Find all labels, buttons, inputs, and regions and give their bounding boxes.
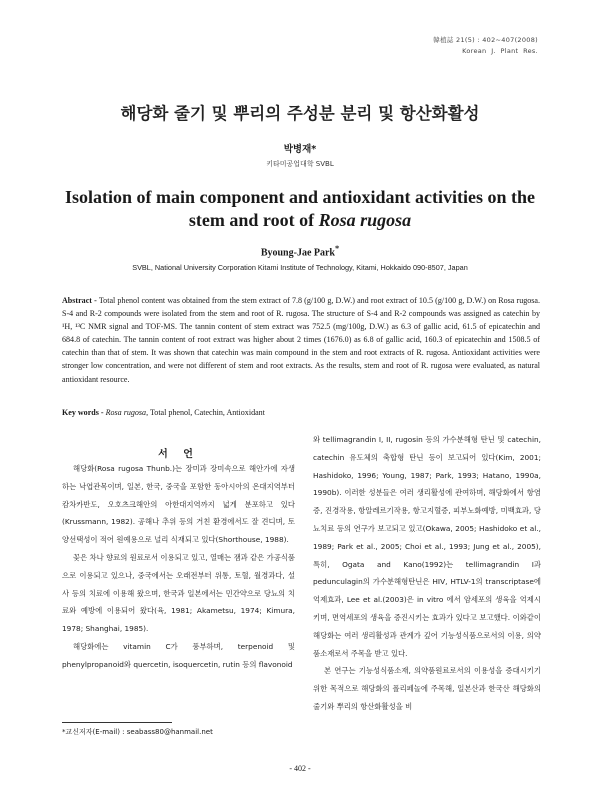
paragraph: 본 연구는 기능성식품소재, 의약품원료로서의 이용성을 증대시키기 위한 목적으로 해당화의 폴리페놀에 주목해, 일본산과 한국산 해당화의 줄기와 뿌리의 항산화활성을 비	[313, 666, 541, 711]
keywords-species: Rosa rugosa	[105, 408, 147, 417]
korean-affiliation: 키타미공업대학 SVBL	[266, 160, 334, 168]
english-title-species: Rosa rugosa	[318, 210, 412, 230]
footnote-divider	[62, 722, 172, 723]
section-heading-introduction: 서 언	[158, 449, 199, 460]
paragraph: 해당화에는 vitamin C가 풍부하며, terpenoid 및 phenylpropanoid와 quercetin, isoquercetin, rutin 등의 flavonoid	[62, 641, 295, 669]
korean-author: 박병재*	[283, 144, 317, 155]
paragraph: 와 tellimagrandin I, II, rugosin 등의 가수분해형 탄닌 및 catechin, catechin 유도체의 축합형 탄닌 등이 보고되어 있다(Kim, 2001; Hashidoko, 1996; Young, 1987; Park, 1993; Hatano, 1990a, 1990b). 이러한 성분들은 여러 생리활성에 관여하며, 해당화에서 항염증, 진경작용, 항알레르기작용, 항고지혈증, 피부노화예방, 미백효과, 당뇨치료 등의 연구가 보고되고 있고(Okawa, 2005; Hashidoko et al., 1989; Park et al., 2005; Choi et al., 1993; Jung et al., 2005), 특히, Ogata and Kano(1992)는 tellimagrandin I과 pedunculagin의 가수분해형탄닌은 HIV, HTLV-1의 transcriptase에 억제효과, Lee et al.(2003)은 in vitro 에서 암세포의 생육을 억제시키며, 면역세포의 생육을 증진시키는 효과가 있다고 보고했다. 이와같이 해당화는 여러 생리활성과 관계가 깊어 기능성식품으로서의 이용, 의약품소재로서 주목을 받고 있다.	[313, 435, 541, 658]
english-author	[0, 244, 600, 258]
english-title-text: Isolation of main component and antioxidant activities on the stem and root of	[64, 187, 536, 230]
corresponding-mark: *	[335, 244, 340, 253]
body-right-column	[313, 431, 541, 716]
korean-title: 해당화 줄기 및 뿌리의 주성분 분리 및 항산화활성	[120, 104, 480, 123]
journal-name: Korean J. Plant Res.	[462, 47, 538, 55]
english-affiliation: SVBL, National University Corporation Kitami Institute of Technology, Kitami, Hokkaido 090-8507, Japan	[132, 263, 468, 272]
corresponding-author-footnote: *교신저자(E-mail) : seabass80@hanmail.net	[62, 728, 213, 736]
abstract-label: Abstract -	[62, 296, 97, 305]
page-number: - 402 -	[289, 764, 311, 773]
journal-citation	[433, 35, 538, 57]
keywords-list: , Total phenol, Catechin, Antioxidant	[146, 408, 265, 417]
body-left-column	[62, 460, 295, 674]
abstract	[62, 294, 540, 386]
paragraph: 꽃은 차나 향료의 원료로서 이용되고 있고, 열매는 잼과 같은 가공식품으로 이용되고 있으나, 중국에서는 오래전부터 위통, 토혈, 월경과다, 설사 등의 치료에 이용해 왔으며, 한국과 일본에서는 민간약으로 당뇨의 치료와 예방에 이용되어 왔다(육, 1981; Akametsu, 1974; Kimura, 1978; Shanghai, 1985).	[62, 552, 295, 634]
paragraph: 해당화(Rosa rugosa Thunb.)는 장미과 장미속으로 해안가에 자생하는 낙엽관목이며, 일본, 한국, 중국을 포함한 동아시아의 온대지역부터 캄차카반도, 오호츠크해안의 아한대지역까지 넓게 분포하고 있다(Krussmann, 1982). 공해나 추위 등의 거친 환경에서도 잘 견디며, 토양선택성이 적어 원예용으로 널리 식재되고 있다(Shorthouse, 1988).	[62, 464, 295, 545]
keywords	[62, 408, 540, 417]
english-title	[60, 186, 540, 232]
english-author-name: Byoung-Jae Park	[260, 247, 335, 259]
abstract-text: Total phenol content was obtained from the stem extract of 7.8 (g/100 g, D.W.) and root extract of 10.5 (g/100 g, D.W.) on Rosa rugosa. S-4 and R-2 compounds were isolated from the stem and root of R. rugosa. The structure of S-4 and R-2 compounds was assigned as catechin by ¹H, ¹³C NMR signal and TOF-MS. The tannin content of stem extract was 752.5 (mg/100g, D.W.) as 6.3 of gallic acid, 61.5 of epicatechin and 684.8 of catechin. The tannin content of root extract was higher about 2 times (1676.0) as 6.8 of gallic acid, 160.3 of epicatechin and 1508.5 of catechin than that of stem. It was shown that catechin was main compound in the stem and root extracts of R. rugosa. Antioxidant activities were stronger low concentration, and were not different of stem and root extracts. As the results, stem and root of R. rugosa were evaluated, as natural antioxidant resource.	[62, 296, 540, 384]
journal-volume: 韓植誌 21(5) : 402~407(2008)	[433, 36, 538, 44]
keywords-label: Key words -	[62, 408, 104, 417]
